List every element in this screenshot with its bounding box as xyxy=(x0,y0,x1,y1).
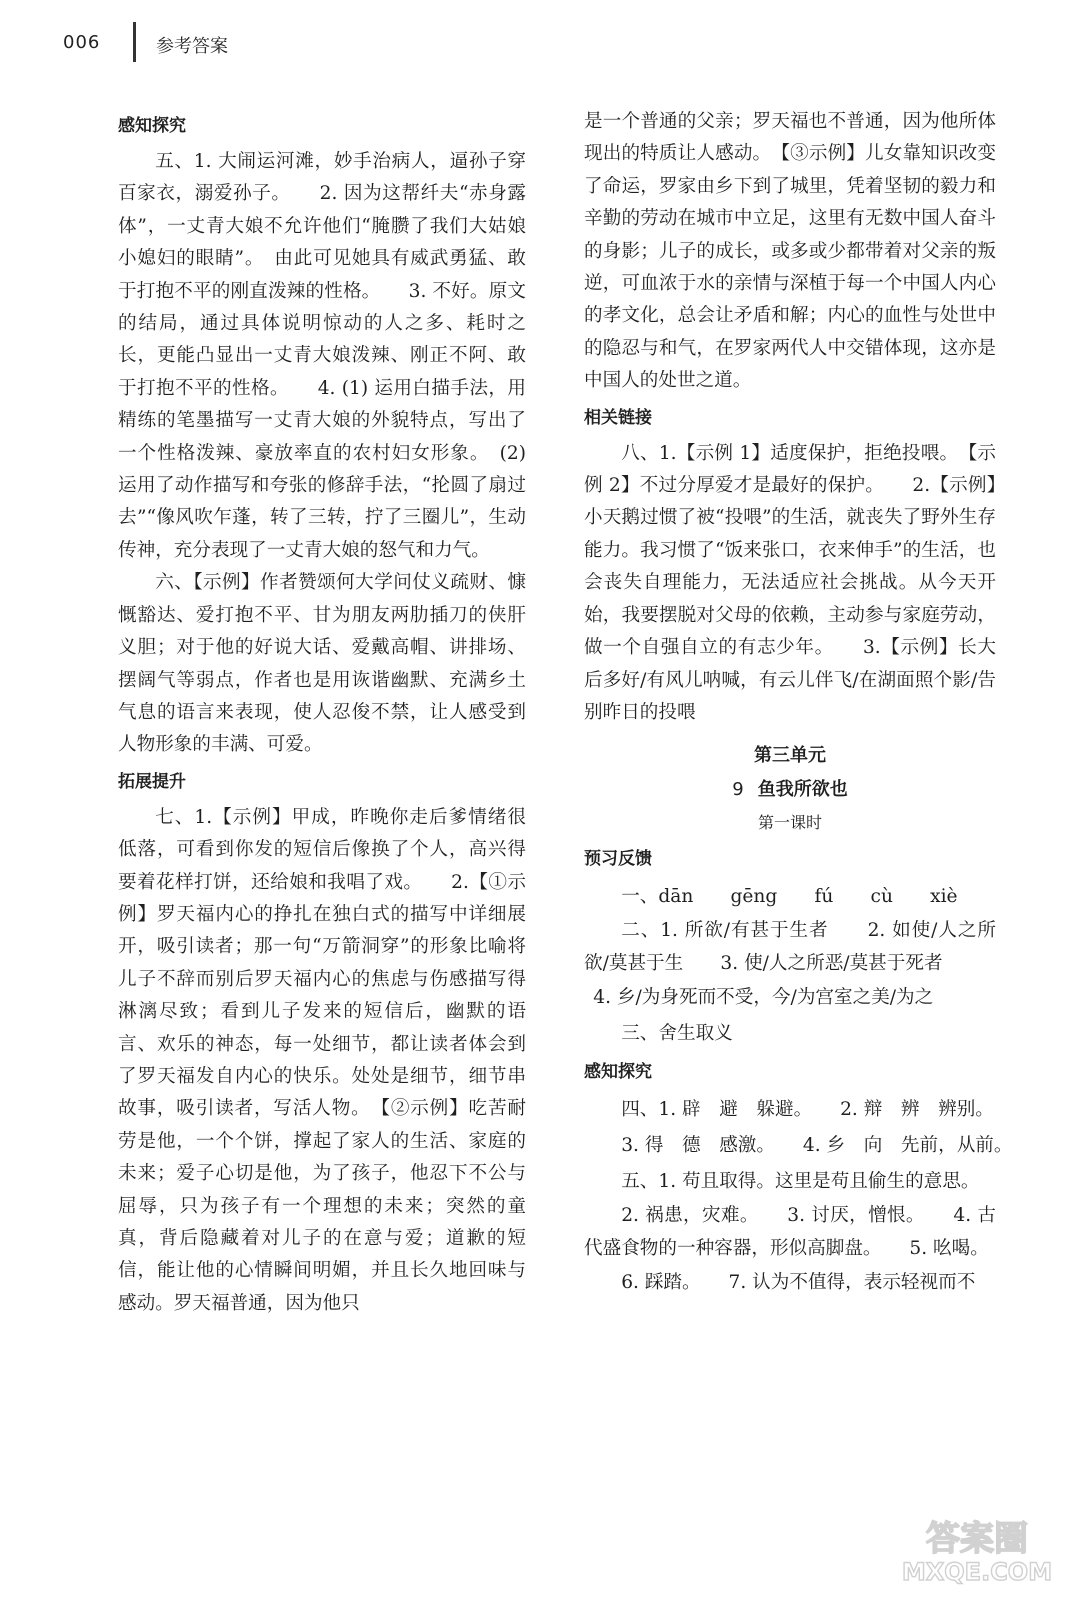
answer-paragraph: 六、【示例】作者赞颂何大学问仗义疏财、慷慨豁达、爱打抱不平、甘为朋友两肋插刀的侠肝义胆；对于他的好说大话、爱戴高帽、讲排场、摆阔气等弱点，作者也是用诙谐幽默、充满乡土气息的语言来表现，使人忍俊不禁，让人感受到人物形象的丰满、可爱。 xyxy=(118,572,526,756)
answer-paragraph: 七、1.【示例】甲成，昨晚你走后爹情绪很低落，可看到你发的短信后像换了个人，高兴得要着花样打饼，还给娘和我唱了戏。 2.【①示例】罗天福内心的挣扎在独白式的描写中详细展开，吸引读者；那一句“万箭洞穿”的形象比喻将儿子不辞而别后罗天福内心的焦虑与伤感描写得淋漓尽致；看到儿子发来的短信后，幽默的语言、欢乐的神态，每一处细节，都让读者体会到了罗天福发自内心的快乐。处处是细节，细节串故事，吸引读者，写活人物。 【②示例】吃苦耐劳是他，一个个饼，撑起了家人的生活、家庭的未来；爱子心切是他，为了孩子，他忍下不公与屈辱，只为孩子有一个理想的未来；突然的童真，背后隐藏着对儿子的在意与爱；道歉的短信，能让他的心情瞬间明媚，并且长久地回味与感动。罗天福普通，因为他只 xyxy=(118,806,526,1314)
lesson-number: 9 xyxy=(732,779,744,801)
period-title: 第一课时 xyxy=(757,813,822,833)
answer-line: 一、dān gēng fú cù xiè xyxy=(621,886,958,908)
unit-title: 第三单元 xyxy=(754,745,826,767)
answer-line: 3. 得 德 感激。 4. 乡 向 先前，从前。 xyxy=(621,1135,1013,1157)
lesson-title xyxy=(584,773,996,807)
section-heading-perception-2: 感知探究 xyxy=(584,1062,652,1083)
answer-paragraph: 五、1. 大闹运河滩，妙手治病人，逼孙子穿百家衣，溺爱孙子。 2. 因为这帮纤夫“赤身露体”，一丈青大娘不允许他们“腌臜了我们大姑娘小媳妇的眼睛”。 由此可见她具有威武勇猛、敢于打抱不平的刚直泼辣的性格。 3. 不好。原文的结局，通过具体说明惊动的人之多、耗时之长，更能凸显出一丈青大娘泼辣、刚正不阿、敢于打抱不平的性格。 4. (1) 运用白描手法，用精练的笔墨描写一丈青大娘的外貌特点，写出了一个性格泼辣、豪放率直的农村妇女形象。 (2) 运用了动作描写和夸张的修辞手法，“抡圆了扇过去”“像风吹乍蓬，转了三转，拧了三圈儿”，生动传神，充分表现了一丈青大娘的怒气和力气。 xyxy=(118,151,526,561)
watermark-logo xyxy=(892,1510,1062,1586)
answer-line: 五、1. 苟且取得。这里是苟且偷生的意思。 xyxy=(621,1171,980,1193)
section-heading-preview: 预习反馈 xyxy=(584,849,652,870)
left-column xyxy=(118,106,526,1320)
answer-line: 三、舍生取义 xyxy=(621,1023,733,1045)
section-heading-links: 相关链接 xyxy=(584,407,652,428)
header-divider xyxy=(133,22,136,62)
answer-line: 4. 乡/为身死而不受，今/为宫室之美/为之 xyxy=(593,987,934,1009)
answer-line: 四、1. 辟 避 躲避。 2. 辩 辨 辨别。 xyxy=(621,1099,994,1121)
watermark-cn: 答案圈 xyxy=(926,1519,1028,1559)
answer-paragraph: 二、1. 所欲/有甚于生者 2. 如使/人之所欲/莫甚于生 3. 使/人之所恶/莫甚于死者 xyxy=(584,920,996,974)
answer-paragraph: 2. 祸患，灾难。 3. 讨厌，憎恨。 4. 古代盛食物的一种容器，形似高脚盘。 5. 吆喝。 xyxy=(584,1205,996,1259)
right-column xyxy=(584,106,1013,1301)
header-title: 参考答案 xyxy=(156,36,228,57)
section-heading-perception: 感知探究 xyxy=(118,116,186,136)
section-heading-extension: 拓展提升 xyxy=(118,771,186,792)
page-number: 006 xyxy=(63,32,101,53)
watermark-en: MXQE.COM xyxy=(901,1558,1053,1586)
lesson-name: 鱼我所欲也 xyxy=(757,779,848,801)
answer-line: 6. 踩踏。 7. 认为不值得，表示轻视而不 xyxy=(621,1271,976,1293)
answer-paragraph: 八、1.【示例 1】适度保护，拒绝投喂。 【示例 2】不过分厚爱才是最好的保护。 2.【示例】小天鹅过惯了被“投喂”的生活，就丧失了野外生存能力。我习惯了“饭来张口，衣来伸手”的生活，也会丧失自理能力，无法适应社会挑战。从今天开始，我要摆脱对父母的依赖，主动参与家庭劳动，做一个自强自立的有志少年。 3.【示例】长大后多好/有风儿呐喊，有云儿伴飞/在湖面照个影/告别昨日的投喂 xyxy=(584,442,996,723)
watermark-graphic xyxy=(892,1510,1062,1586)
answer-paragraph: 是一个普通的父亲；罗天福也不普通，因为他所体现出的特质让人感动。 【③示例】儿女靠知识改变了命运，罗家由乡下到了城里，凭着坚韧的毅力和辛勤的劳动在城市中立足，这里有无数中国人奋斗的身影；儿子的成长，或多或少都带着对父亲的叛逆，可血浓于水的亲情与深植于每一个中国人内心的孝文化，总会让矛盾和解；内心的血性与处世中的隐忍与和气，在罗家两代人中交错体现，这亦是中国人的处世之道。 xyxy=(584,111,996,392)
